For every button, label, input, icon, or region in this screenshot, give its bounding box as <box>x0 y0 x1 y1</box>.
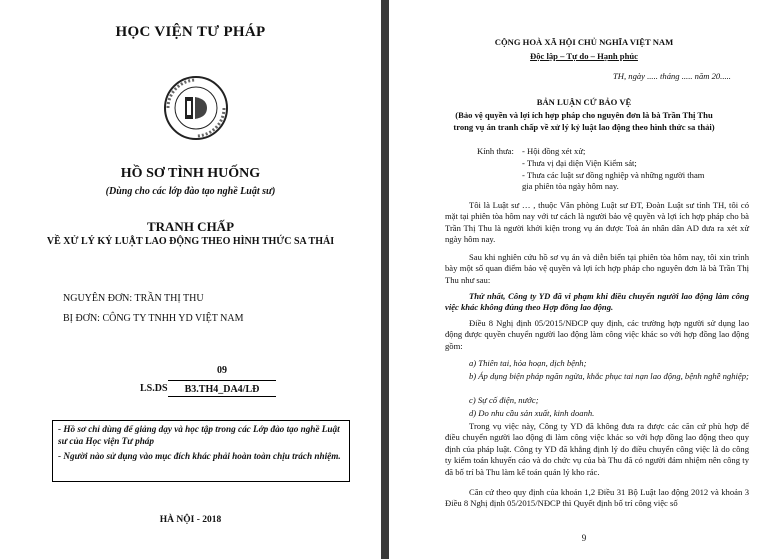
plaintiff: NGUYÊN ĐƠN: TRẦN THỊ THU <box>63 293 204 304</box>
case-item: c) Sự cố điện, nước; <box>469 395 539 405</box>
code-label: LS.DS <box>140 383 168 394</box>
document-title: BẢN LUẬN CỨ BẢO VỆ <box>536 97 632 107</box>
case-item: a) Thiên tai, hỏa hoạn, dịch bệnh; <box>469 358 587 368</box>
case-item: d) Do nhu cầu sản xuất, kinh doanh. <box>469 408 595 418</box>
addressee: - Hội đồng xét xử; <box>522 146 586 156</box>
paragraph-2: Sau khi nghiên cứu hồ sơ vụ án và diễn biến tại phiên tòa hôm nay, tôi xin trình bày một số quan điểm bảo vệ quyền và lợi ích hợp pháp cho nguyên đơn là bà Trần Thị Thu như sau: <box>445 252 749 285</box>
addressee: - Thưa vị đại diện Viện Kiểm sát; <box>522 158 637 168</box>
paragraph-5: Căn cứ theo quy định của khoản 1,2 Điều 31 Bộ Luật lao động 2012 và khoản 3 Điều 8 Nghị định 05/2015/NĐCP thì Quyết định bố trí công việc số <box>445 487 749 509</box>
dossier-title: HỒ SƠ TÌNH HUỐNG <box>120 166 261 181</box>
usage-note: - Hồ sơ chỉ dùng để giảng dạy và học tập trong các Lớp đào tạo nghề Luật sư của Học viện Tư pháp <box>58 424 340 446</box>
case-title: TRANH CHẤP <box>146 219 235 234</box>
place-year: HÀ NỘI - 2018 <box>159 515 222 525</box>
academy-logo <box>163 75 229 141</box>
document-subtitle-line-2: trong vụ án tranh chấp về xử lý kỷ luật lao động theo hình thức sa thải) <box>453 122 715 132</box>
cover-page <box>0 0 381 559</box>
dossier-number: 09 <box>168 365 276 381</box>
republic-header: CỘNG HOÀ XÃ HỘI CHỦ NGHĨA VIỆT NAM <box>494 37 674 47</box>
dossier-code: B3.TH4_DA4/LĐ <box>168 381 276 397</box>
case-subtitle: VỀ XỬ LÝ KỶ LUẬT LAO ĐỘNG THEO HÌNH THỨC SA THẢI <box>46 236 335 247</box>
paragraph-3: Điều 8 Nghị định 05/2015/NĐCP quy định, các trường hợp người sử dụng lao động được quyền chuyển người lao động làm công việc khác so với hợp đồng lao động gồm: <box>445 318 749 351</box>
case-item: b) Áp dụng biện pháp ngăn ngừa, khắc phục tai nạn lao động, bệnh nghề nghiệp; <box>469 371 749 381</box>
usage-note: - Người nào sử dụng vào mục đích khác phải hoàn toàn chịu trách nhiệm. <box>58 450 341 461</box>
addressee: - Thưa các luật sư đồng nghiệp và những người tham gia phiên tòa ngày hôm nay. <box>522 170 705 192</box>
dateline: TH, ngày ..... tháng ..... năm 20..... <box>613 71 731 81</box>
dossier-subtitle: (Dùng cho các lớp đào tạo nghề Luật sư) <box>105 186 276 197</box>
document-subtitle-line-1: (Bảo vệ quyền và lợi ích hợp pháp cho nguyên đơn là bà Trần Thị Thu <box>455 110 713 120</box>
institution-name: HỌC VIỆN TƯ PHÁP <box>115 24 266 40</box>
usage-note-box <box>52 420 350 482</box>
dossier-number-box <box>168 365 276 397</box>
salutation: Kính thưa: <box>477 146 514 156</box>
document-page <box>389 0 779 559</box>
point-1-heading: Thứ nhất, Công ty YD đã vi phạm khi điều chuyển người lao động làm công việc khác không đúng theo Hợp đồng lao động. <box>445 291 749 313</box>
page-number: 9 <box>581 533 587 543</box>
motto: Độc lập – Tự do – Hạnh phúc <box>530 51 638 61</box>
paragraph-4: Trong vụ việc này, Công ty YD đã không đưa ra được các căn cứ phù hợp để điều chuyển người lao động đi làm công việc khác so với hợp đồng lao động theo quy định của pháp luật. Công ty YD đã khẳng định lý do điều chuyển công việc là do công ty kiểm toán khuyến cáo và do chức vụ của bà Thu đã có người đảm nhiệm nên công ty đã bố trí bà Thu làm kế toán quản lý kho rác. <box>445 421 749 477</box>
defendant: BỊ ĐƠN: CÔNG TY TNHH YD VIỆT NAM <box>63 313 244 324</box>
paragraph-1: Tôi là Luật sư … , thuộc Văn phòng Luật sư ĐT, Đoàn Luật sư tỉnh TH, tôi có mặt tại phiên tòa hôm nay với tư cách là người bảo vệ quyền và lợi ích hợp pháp cho bà Trần Thị Thu là người khởi kiện trong vụ án được Toà án nhân dân AD đưa ra xét xử ngày hôm nay. <box>445 200 749 245</box>
